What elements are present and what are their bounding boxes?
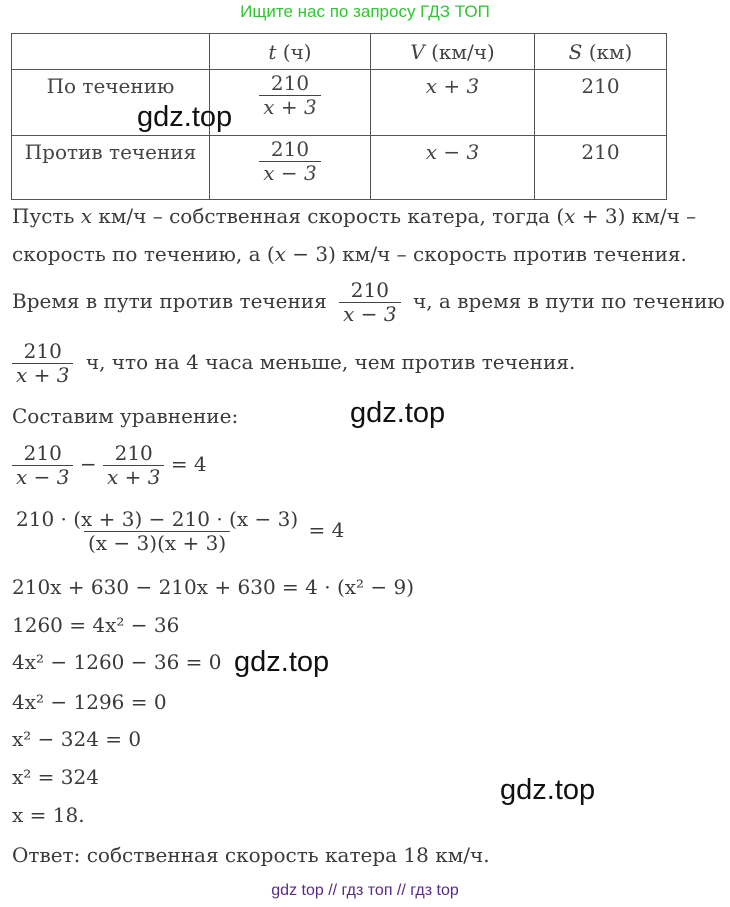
row-upstream-distance: 210 (535, 136, 667, 200)
text-line-3: Время в пути против течения $\frac{210}{x - 3}$ ч, а время в пути по течению (12, 278, 725, 326)
equation-3: 210x + 630 − 210x + 630 = 4 · (x² − 9) (12, 575, 415, 599)
equation-4: 1260 = 4x² − 36 (12, 613, 180, 637)
equation-7: x² − 324 = 0 (12, 727, 142, 751)
speed-table (11, 33, 667, 200)
fraction: $\frac{210}{x + 3}$ (103, 442, 164, 489)
equation-9: x = 18. (12, 803, 85, 827)
search-banner[interactable]: Ищите нас по запросу ГДЗ ТОП (240, 2, 490, 21)
fraction: $\frac{210}{x - 3}$ (12, 442, 73, 489)
watermark: gdz.top (234, 646, 330, 678)
header-speed: V (км/ч) (371, 34, 535, 70)
header-time: t (ч) (210, 34, 371, 70)
equation-8: x² = 324 (12, 765, 99, 789)
equation-6: 4x² − 1296 = 0 (12, 690, 167, 714)
watermark: gdz.top (500, 774, 596, 806)
text-line-2: скорость по течению, а (x − 3) км/ч – скорость против течения. (12, 242, 687, 266)
footer-links[interactable]: gdz top // гдз топ // гдз top (271, 882, 459, 899)
row-downstream-label: По течению (12, 70, 210, 136)
equation-1: $\frac{210}{x - 3}$ − $\frac{210}{x + 3}$ = 4 (12, 442, 207, 489)
row-upstream-label: Против течения (12, 136, 210, 200)
row-upstream-time (210, 136, 371, 200)
fraction: $\frac{210}{x - 3}$ (259, 136, 320, 185)
watermark: gdz.top (137, 101, 233, 133)
row-upstream-speed: x − 3 (371, 136, 535, 200)
text-line-4: $\frac{210}{x + 3}$ ч, что на 4 часа меньше, чем против течения. (12, 340, 575, 387)
text-line-1: Пусть x км/ч – собственная скорость катера, тогда (x + 3) км/ч – (12, 204, 697, 228)
equation-5: 4x² − 1260 − 36 = 0 (12, 650, 222, 674)
answer-line: Ответ: собственная скорость катера 18 км/ч. (12, 843, 490, 867)
row-downstream-time (210, 70, 371, 136)
equation-2: $\frac{210 \cdot (x + 3) - 210 \cdot (x - 3)}{(x - 3)(x + 3)}$ = 4 (12, 508, 344, 555)
fraction: $\frac{210}{x + 3}$ (259, 70, 320, 119)
text-line-5: Составим уравнение: (12, 404, 239, 428)
fraction: $\frac{210}{x + 3}$ (12, 340, 73, 387)
fraction: $\frac{210}{x - 3}$ (339, 279, 400, 326)
fraction: $\frac{210 \cdot (x + 3) - 210 \cdot (x - 3)}{(x - 3)(x + 3)}$ (16, 507, 299, 555)
watermark: gdz.top (350, 397, 446, 429)
row-downstream-speed: x + 3 (371, 70, 535, 136)
row-downstream-distance: 210 (535, 70, 667, 136)
header-distance: S (км) (535, 34, 667, 70)
header-empty (12, 34, 210, 70)
